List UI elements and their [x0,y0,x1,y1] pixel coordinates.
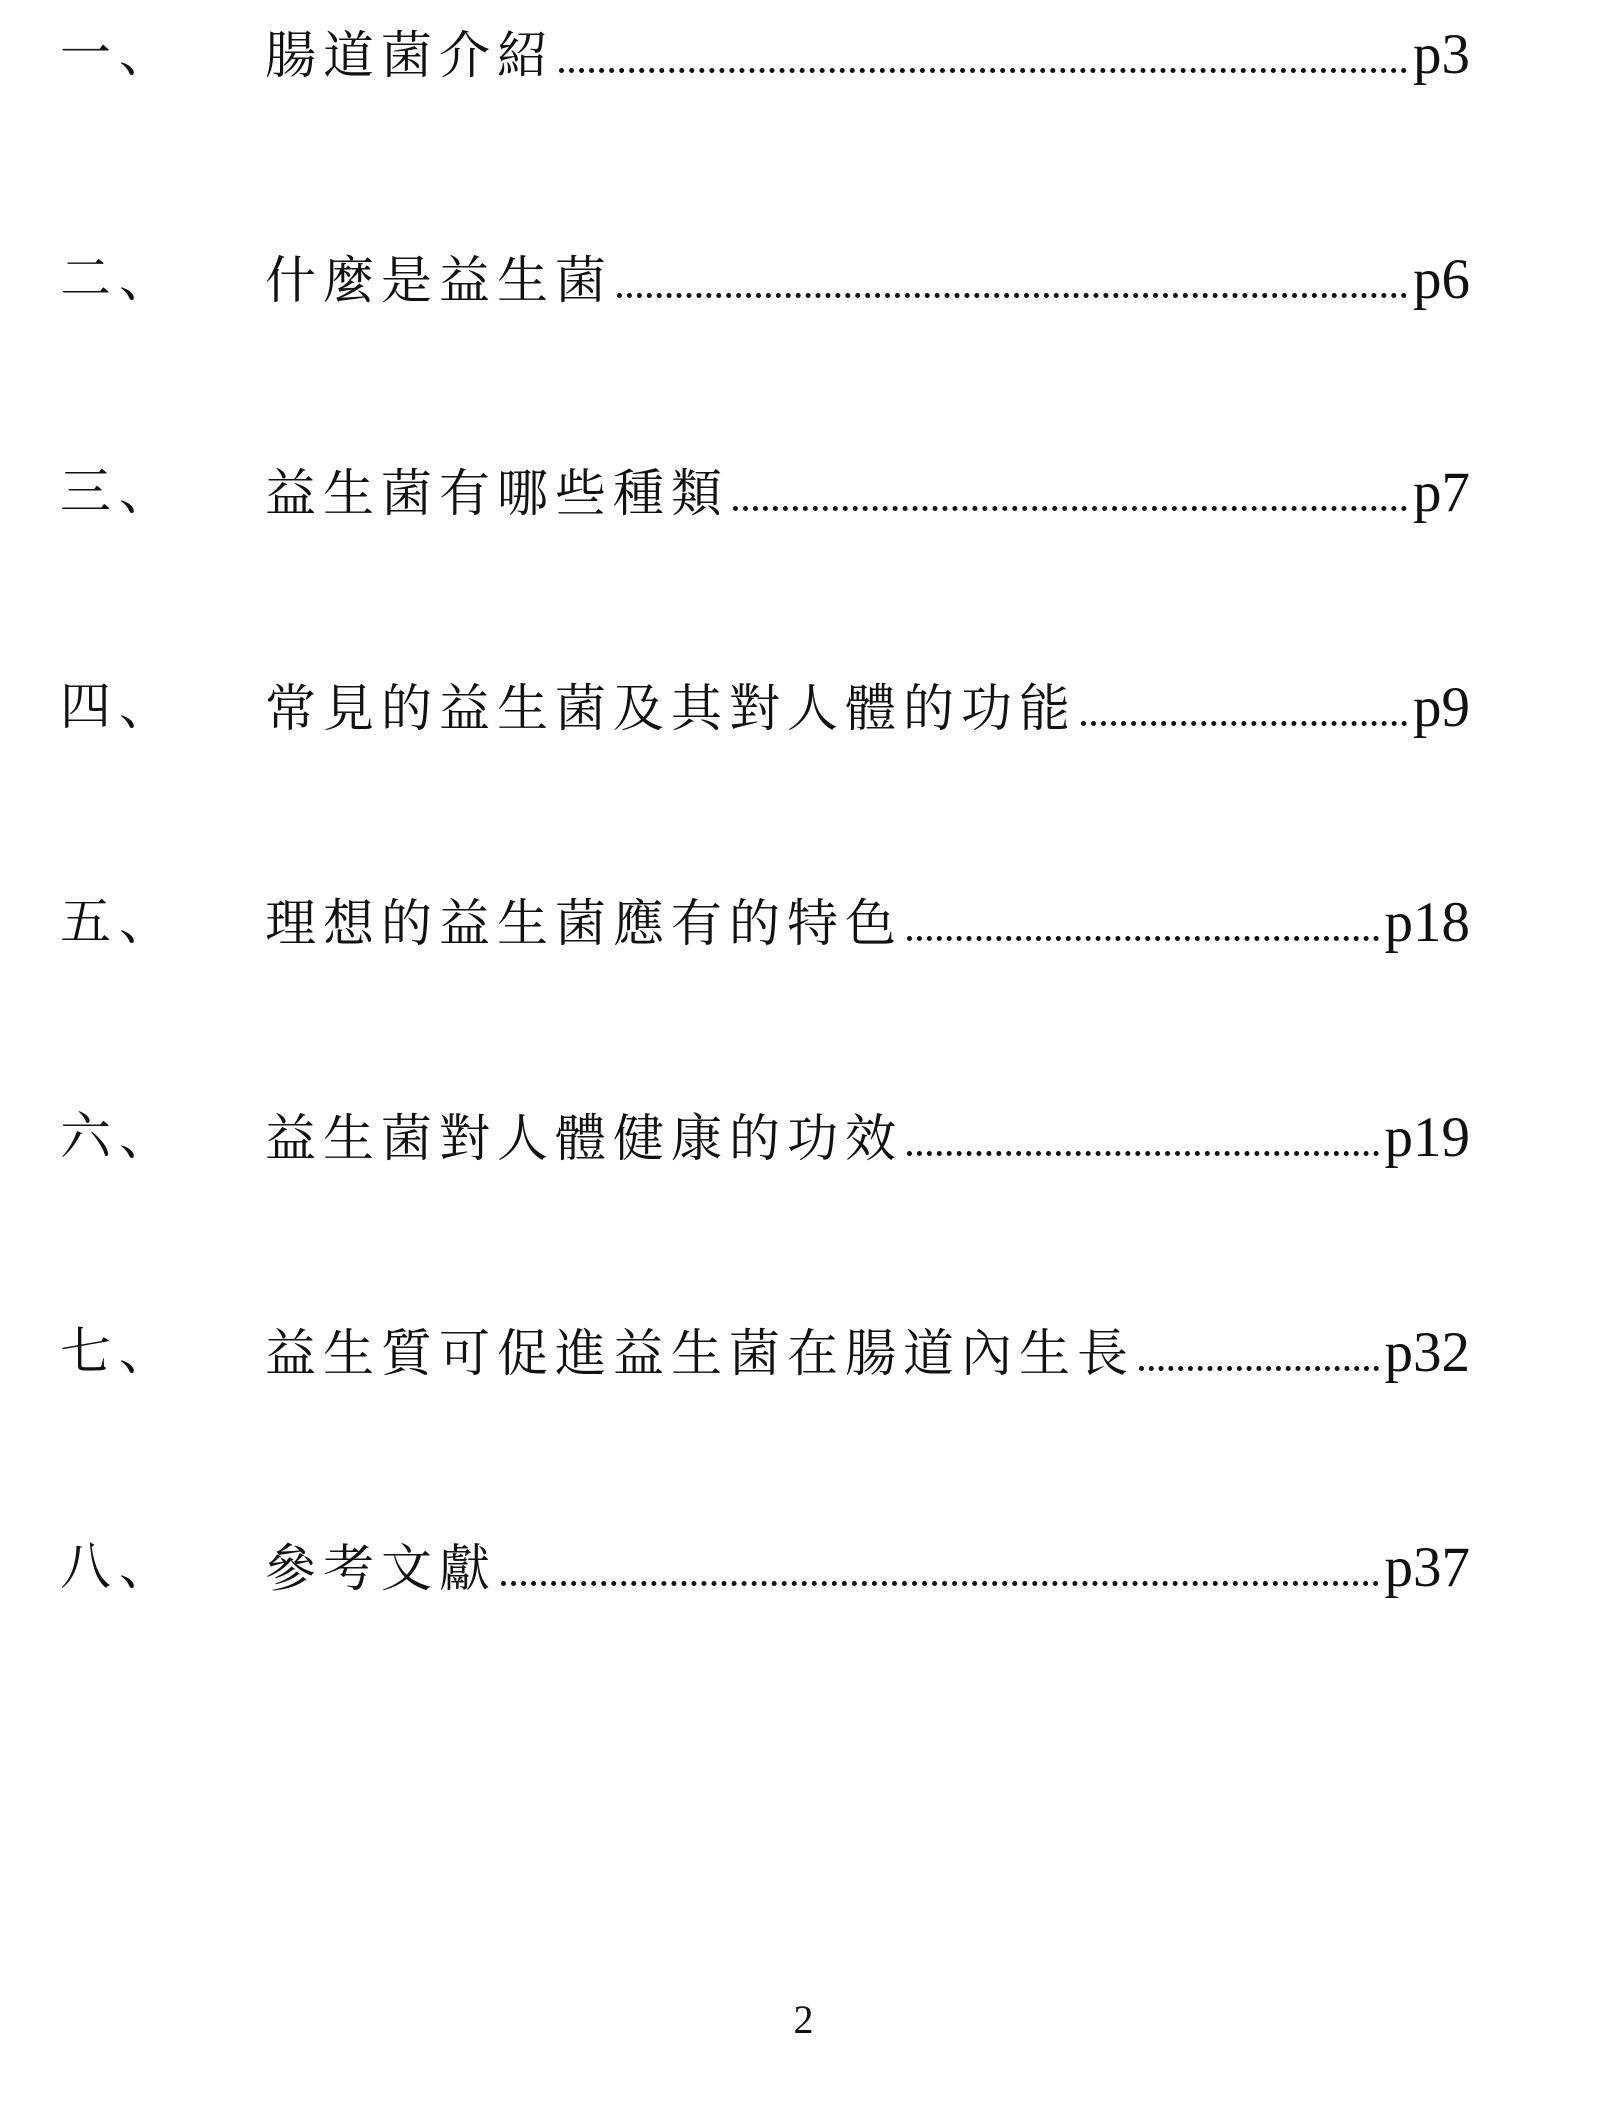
toc-entry-number: 二、 [60,250,179,309]
toc-entry-title-row [265,245,1470,317]
dot-leader [907,1141,1378,1156]
toc-entry-3 [60,458,1470,528]
toc-entry-page: p18 [1384,891,1470,954]
toc-entry-1 [60,20,1470,90]
toc-entry-page: p6 [1413,248,1470,311]
toc-entry-page: p32 [1384,1321,1470,1384]
toc-entry-title-row [265,673,1470,745]
toc-entry-2 [60,245,1470,315]
dot-leader [559,58,1407,73]
toc-entry-number: 五、 [60,893,179,952]
toc-entry-6 [60,1103,1470,1173]
dot-leader [907,926,1378,941]
toc-entry-title-row [265,888,1470,960]
toc-entry-title: 益生菌對人體健康的功效 [265,1110,904,1169]
dot-leader [501,1571,1378,1586]
toc-entry-8 [60,1533,1470,1603]
toc-entry-title-row [265,1533,1470,1605]
toc-entry-title-row [265,1318,1470,1390]
toc-entry-title: 益生菌有哪些種類 [265,465,730,524]
toc-entry-5 [60,888,1470,958]
toc-entry-number: 八、 [60,1538,179,1597]
toc-entry-number: 一、 [60,25,179,84]
toc-entry-title: 參考文獻 [265,1540,498,1599]
dot-leader [733,496,1407,511]
toc-entry-page: p37 [1384,1536,1470,1599]
toc-entry-number: 六、 [60,1108,179,1167]
toc-entry-page: p19 [1384,1106,1470,1169]
toc-entry-number: 三、 [60,463,179,522]
toc-entry-page: p9 [1413,676,1470,739]
toc-entry-title: 益生質可促進益生菌在腸道內生長 [265,1325,1136,1384]
toc-entry-number: 七、 [60,1323,179,1382]
dot-leader [617,283,1407,298]
toc-entry-title: 常見的益生菌及其對人體的功能 [265,680,1078,739]
toc-entry-page: p7 [1413,461,1470,524]
toc-entry-title: 什麼是益生菌 [265,252,614,311]
toc-entry-7 [60,1318,1470,1388]
toc-entry-number: 四、 [60,678,179,737]
toc-entry-title-row [265,20,1470,92]
page-number: 2 [793,1997,814,2042]
toc-entry-title-row [265,1103,1470,1175]
dot-leader [1139,1356,1378,1371]
dot-leader [1081,711,1407,726]
toc-entry-title-row [265,458,1470,530]
toc-entry-4 [60,673,1470,743]
toc-entry-page: p3 [1413,23,1470,86]
toc-entry-title: 理想的益生菌應有的特色 [265,895,904,954]
toc-entry-title: 腸道菌介紹 [265,27,556,86]
